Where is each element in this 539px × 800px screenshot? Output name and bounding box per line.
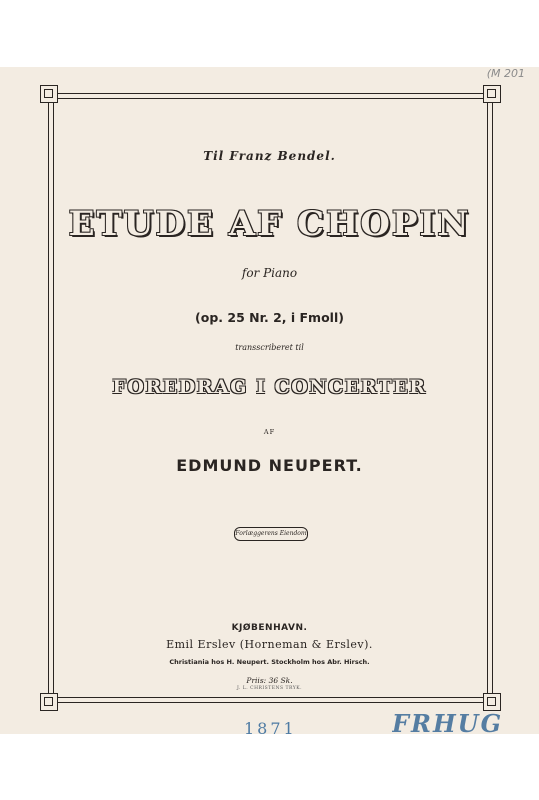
purpose-heading: FOREDRAG I CONCERTER	[112, 376, 427, 398]
library-stamp	[392, 709, 527, 739]
by-label: AF	[263, 428, 276, 436]
distribution-agents: Christiania hos H. Neupert. Stockholm hos Abr. Hirsch.	[169, 658, 370, 666]
composer-name: EDMUND NEUPERT.	[176, 456, 363, 475]
library-stamp-text: FRHUG	[392, 709, 504, 738]
property-stamp: Forlæggerens Eiendom	[234, 527, 308, 541]
title-page	[0, 67, 539, 738]
instrument: for Piano	[241, 266, 298, 280]
transcribed-note: transscriberet til	[235, 343, 304, 352]
publisher-city: KJØBENHAVN.	[231, 623, 308, 633]
opus-number: (op. 25 Nr. 2, i Fmoll)	[195, 310, 344, 325]
shelfmark-annotation: (M 201	[486, 67, 525, 80]
title-page-content	[0, 67, 539, 734]
work-title: ETUDE AF CHOPIN	[68, 204, 471, 244]
dedication: Til Franz Bendel.	[203, 149, 336, 163]
printer-credit: J. L. CHRISTENS TRYK.	[236, 686, 303, 691]
price: Priis: 36 Sk.	[246, 676, 293, 685]
publisher-name: Emil Erslev (Horneman & Erslev).	[166, 638, 373, 651]
library-year-stamp: 1871	[244, 719, 297, 738]
